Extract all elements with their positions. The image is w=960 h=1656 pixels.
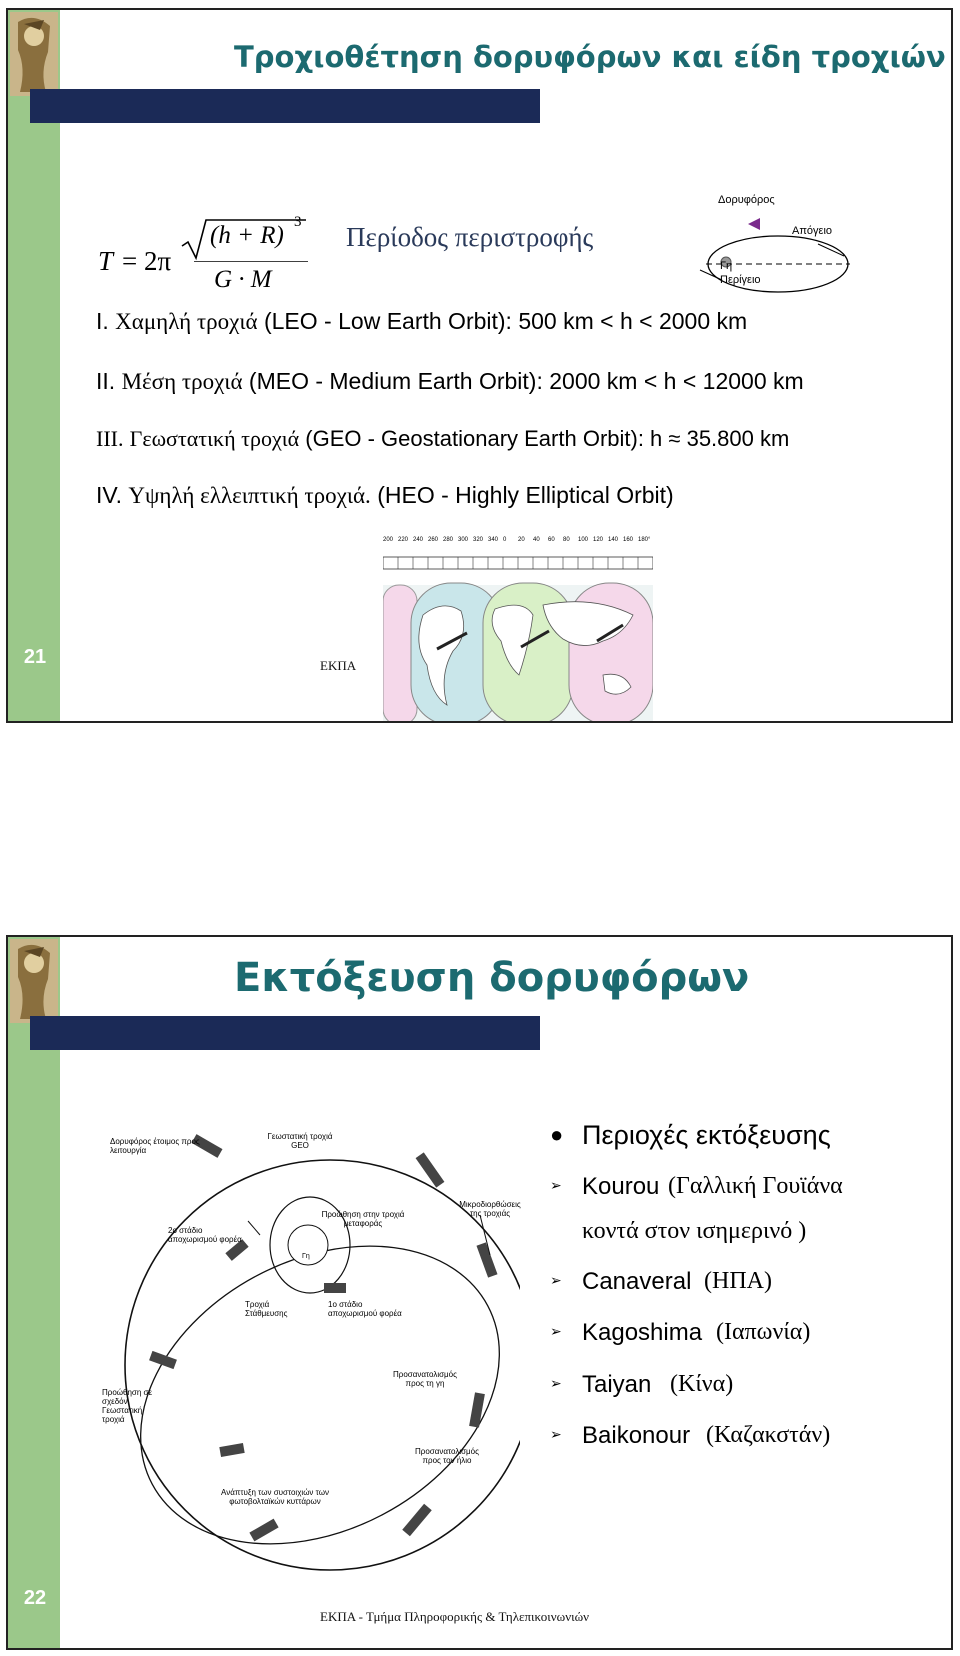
label-sun-orient: Προσανατολισμός προς τον ήλιο: [415, 1447, 479, 1465]
label-transfer-push: Προώθηση στην τροχιά μεταφοράς: [321, 1210, 405, 1228]
map-scale-tick: 300: [458, 537, 469, 543]
orbit-apogee-label: Απόγειο: [792, 225, 833, 237]
slide-number: 22: [23, 1587, 47, 1609]
period-label: Περίοδος περιστροφής: [346, 222, 594, 252]
arrow-bullet-icon: ➢: [550, 1323, 562, 1339]
formula-eq: = 2π: [122, 246, 172, 276]
map-scale-tick: 340: [488, 537, 499, 543]
geo-coverage-map: [383, 537, 653, 723]
title-underline-bar: [30, 1016, 540, 1050]
formula-numerator: (h + R): [210, 222, 284, 249]
label-first-stage: 1ο στάδιο αποχωρισμού φορέα: [328, 1300, 402, 1318]
map-scale-tick: 280: [443, 537, 454, 543]
label-solar-deploy: Ανάπτυξη των συστοιχιών των φωτοβολταϊκών κυττάρων: [221, 1488, 329, 1506]
orbit-satellite-label: Δορυφόρος: [718, 194, 775, 206]
map-scale-tick: 120: [593, 537, 604, 543]
map-scale-tick: 160: [623, 537, 634, 543]
label-ready-satellite: Δορυφόρος έτοιμος προς λειτουργία: [110, 1137, 200, 1155]
slide-title: Εκτόξευση δορυφόρων: [234, 955, 750, 1001]
formula-lhs: T: [98, 246, 114, 276]
slide-number: 21: [23, 646, 47, 668]
slide-21: [6, 8, 953, 723]
map-scale-tick: 20: [518, 537, 525, 543]
map-scale-tick: 40: [533, 537, 540, 543]
map-scale-tick: 200: [383, 537, 394, 543]
slide-footer: ΕΚΠΑ: [320, 658, 357, 673]
label-second-stage: 2ο στάδιο αποχωρισμού φορέα: [168, 1226, 242, 1244]
label-micro-thrusters: Μικροδιορθώσεις της τροχιάς: [459, 1200, 521, 1218]
orbit-type-meo: II. Μέση τροχιά (MEO - Medium Earth Orbit): 2000 km < h < 12000 km: [96, 368, 804, 394]
map-scale-tick: 260: [428, 537, 439, 543]
map-scale-tick: 60: [548, 537, 555, 543]
arrow-bullet-icon: ➢: [550, 1426, 562, 1442]
title-underline-bar: [30, 89, 540, 123]
orbit-perigee-label: Περίγειο: [720, 274, 761, 286]
orbital-period-formula: [98, 214, 338, 308]
arrow-bullet-icon: ➢: [550, 1177, 562, 1193]
round-bullet-icon: ●: [550, 1122, 564, 1147]
orbit-earth-label: Γη: [720, 260, 733, 272]
label-geo-orbit: Γεωστατική τροχιά GEO: [267, 1132, 333, 1150]
arrow-bullet-icon: ➢: [550, 1272, 562, 1288]
formula-exponent: 3: [294, 214, 302, 230]
athena-logo-icon: [10, 12, 58, 96]
orbit-type-leo: I. Χαμηλή τροχιά (LEO - Low Earth Orbit): 500 km < h < 2000 km: [96, 308, 748, 334]
slide-title: Τροχιοθέτηση δορυφόρων και είδη τροχιών: [234, 40, 946, 74]
arrow-bullet-icon: ➢: [550, 1375, 562, 1391]
label-push-near-geo: Προώθηση σε σχεδόν Γεωστατική τροχιά: [102, 1388, 153, 1424]
site-kourou-note: κοντά στον ισημερινό ): [582, 1218, 807, 1244]
map-scale: [383, 533, 653, 547]
label-parking-orbit: Τροχιά Στάθμευσης: [245, 1300, 288, 1318]
launch-sequence-diagram: [100, 1125, 520, 1595]
map-scale-tick: 180°: [638, 537, 651, 543]
slide-footer: ΕΚΠΑ - Τμήμα Πληροφορικής & Τηλεπικοινωνιών: [320, 1609, 590, 1624]
label-earth-orient: Προσανατολισμός προς τη γη: [393, 1370, 457, 1388]
map-scale-tick: 220: [398, 537, 409, 543]
map-scale-tick: 100: [578, 537, 589, 543]
map-scale-tick: 140: [608, 537, 619, 543]
map-scale-tick: 80: [563, 537, 570, 543]
orbit-type-geo: III. Γεωστατική τροχιά (GEO - Geostationary Earth Orbit): h ≈ 35.800 km: [96, 426, 790, 451]
map-scale-tick: 240: [413, 537, 424, 543]
map-scale-tick: 320: [473, 537, 484, 543]
formula-denominator: G · M: [214, 266, 272, 293]
world-map-coverage-image: [383, 555, 653, 723]
map-scale-tick: 0: [503, 537, 507, 543]
orbit-type-heo: IV. Υψηλή ελλειπτική τροχιά. (HEO - Highly Elliptical Orbit): [96, 482, 674, 508]
satellite-marker-icon: [748, 218, 760, 230]
label-earth: Γη: [302, 1253, 310, 1260]
athena-logo-icon: [10, 939, 58, 1023]
